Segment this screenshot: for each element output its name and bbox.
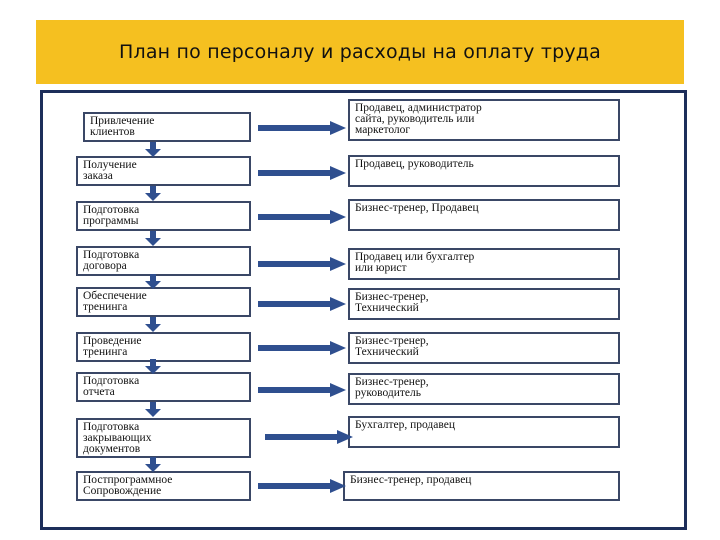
role-box-2: Продавец, руководитель bbox=[348, 155, 620, 187]
role-box-1: Продавец, администратор сайта, руководитель или маркетолог bbox=[348, 99, 620, 141]
right-arrow-icon bbox=[258, 479, 346, 493]
step-box-9: Постпрограммное Сопровождение bbox=[76, 471, 251, 501]
right-arrow-icon bbox=[258, 297, 346, 311]
right-arrow-icon bbox=[258, 166, 346, 180]
down-arrow-icon bbox=[145, 359, 161, 374]
right-arrow-icon bbox=[265, 430, 353, 444]
role-box-6: Бизнес-тренер, Технический bbox=[348, 332, 620, 364]
step-box-5: Обеспечение тренинга bbox=[76, 287, 251, 317]
step-box-6: Проведение тренинга bbox=[76, 332, 251, 362]
title-bar bbox=[36, 20, 684, 84]
role-box-8: Бухгалтер, продавец bbox=[348, 416, 620, 448]
step-box-7: Подготовка отчета bbox=[76, 372, 251, 402]
right-arrow-icon bbox=[258, 383, 346, 397]
step-box-2: Получение заказа bbox=[76, 156, 251, 186]
role-box-4: Продавец или бухгалтер или юрист bbox=[348, 248, 620, 280]
step-box-4: Подготовка договора bbox=[76, 246, 251, 276]
step-box-1: Привлечение клиентов bbox=[83, 112, 251, 142]
down-arrow-icon bbox=[145, 317, 161, 332]
role-box-7: Бизнес-тренер, руководитель bbox=[348, 373, 620, 405]
role-box-9: Бизнес-тренер, продавец bbox=[343, 471, 620, 501]
down-arrow-icon bbox=[145, 457, 161, 472]
slide-title: План по персоналу и расходы на оплату труда bbox=[119, 41, 601, 63]
step-box-8: Подготовка закрывающих документов bbox=[76, 418, 251, 458]
down-arrow-icon bbox=[145, 186, 161, 201]
right-arrow-icon bbox=[258, 121, 346, 135]
role-box-5: Бизнес-тренер, Технический bbox=[348, 288, 620, 320]
right-arrow-icon bbox=[258, 341, 346, 355]
diagram-frame bbox=[40, 90, 687, 530]
right-arrow-icon bbox=[258, 257, 346, 271]
down-arrow-icon bbox=[145, 402, 161, 417]
step-box-3: Подготовка программы bbox=[76, 201, 251, 231]
down-arrow-icon bbox=[145, 274, 161, 289]
right-arrow-icon bbox=[258, 210, 346, 224]
role-box-3: Бизнес-тренер, Продавец bbox=[348, 199, 620, 231]
down-arrow-icon bbox=[145, 142, 161, 157]
down-arrow-icon bbox=[145, 231, 161, 246]
